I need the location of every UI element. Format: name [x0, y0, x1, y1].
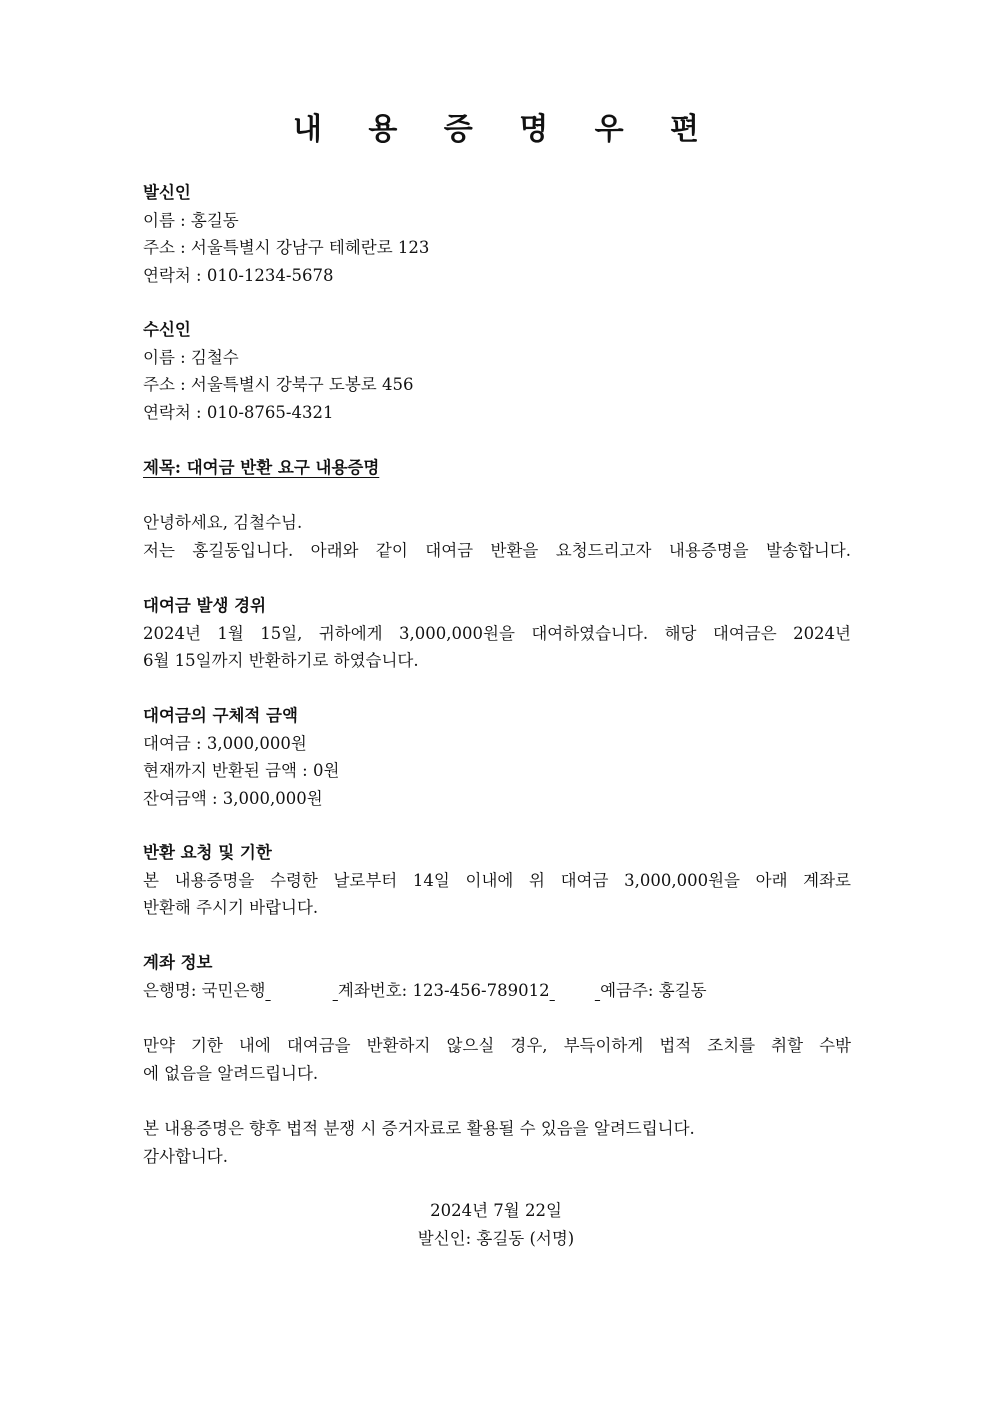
warning-section [143, 1032, 851, 1087]
account-holder: 예금주: 홍길동 [600, 980, 707, 1000]
request-line-1: 본 내용증명을 수령한 날로부터 14일 이내에 위 대여금 3,000,000원을 아래 계좌로 [143, 870, 851, 890]
subject-line: 제목: 대여금 반환 요구 내용증명 [143, 458, 380, 477]
footer-signature: 발신인: 홍길동 (서명) [417, 1228, 575, 1248]
greeting-line-1: 안녕하세요, 김철수님. [143, 513, 303, 532]
background-line-2: 6월 15일까지 반환하기로 하였습니다. [143, 651, 419, 670]
account-section [143, 949, 851, 1004]
recipient-name: 이름 : 김철수 [143, 347, 239, 367]
request-section [143, 839, 851, 922]
background-line-1: 2024년 1월 15일, 귀하에게 3,000,000원을 대여하였습니다. 해당 대여금은 2024년 [143, 623, 851, 643]
greeting-line-2: 저는 홍길동입니다. 아래와 같이 대여금 반환을 요청드리고자 내용증명을 발송합니다. [143, 540, 851, 560]
account-details [143, 977, 851, 1005]
background-section [143, 592, 851, 675]
recipient-section [143, 316, 851, 426]
background-heading: 대여금 발생 경위 [143, 596, 267, 615]
footer-section [0, 1197, 992, 1252]
amount-heading: 대여금의 구체적 금액 [143, 706, 298, 725]
amount-returned: 현재까지 반환된 금액 : 0원 [143, 761, 340, 780]
recipient-address: 주소 : 서울특별시 강북구 도봉로 456 [143, 375, 414, 394]
closing-section [143, 1115, 851, 1170]
greeting-section [143, 509, 851, 564]
recipient-heading: 수신인 [143, 320, 191, 339]
subject-section [143, 454, 851, 482]
amount-section [143, 702, 851, 812]
request-heading: 반환 요청 및 기한 [143, 843, 272, 862]
request-line-2: 반환해 주시기 바랍니다. [143, 898, 319, 917]
sender-contact: 연락처 : 010-1234-5678 [143, 265, 334, 285]
warning-line-1: 만약 기한 내에 대여금을 반환하지 않으실 경우, 부득이하게 법적 조치를 취할 수밖 [143, 1036, 851, 1055]
sender-address: 주소 : 서울특별시 강남구 테헤란로 123 [143, 238, 430, 257]
sender-name: 이름 : 홍길동 [143, 210, 239, 230]
sender-heading: 발신인 [143, 183, 191, 202]
amount-balance: 잔여금액 : 3,000,000원 [143, 788, 323, 808]
sender-section [143, 179, 851, 289]
account-number: 계좌번호: 123-456-789012 [337, 980, 550, 1000]
warning-line-2: 에 없음을 알려드립니다. [143, 1063, 319, 1083]
account-bank: 은행명: 국민은행 [143, 980, 266, 1000]
account-heading: 계좌 정보 [143, 953, 213, 972]
footer-date: 2024년 7월 22일 [430, 1201, 562, 1220]
document-title: 내 용 증 명 우 편 [292, 112, 718, 147]
closing-line-1: 본 내용증명은 향후 법적 분쟁 시 증거자료로 활용될 수 있음을 알려드립니다. [143, 1119, 695, 1138]
recipient-contact: 연락처 : 010-8765-4321 [143, 402, 334, 422]
closing-line-2: 감사합니다. [143, 1146, 228, 1166]
amount-loan: 대여금 : 3,000,000원 [143, 733, 307, 753]
